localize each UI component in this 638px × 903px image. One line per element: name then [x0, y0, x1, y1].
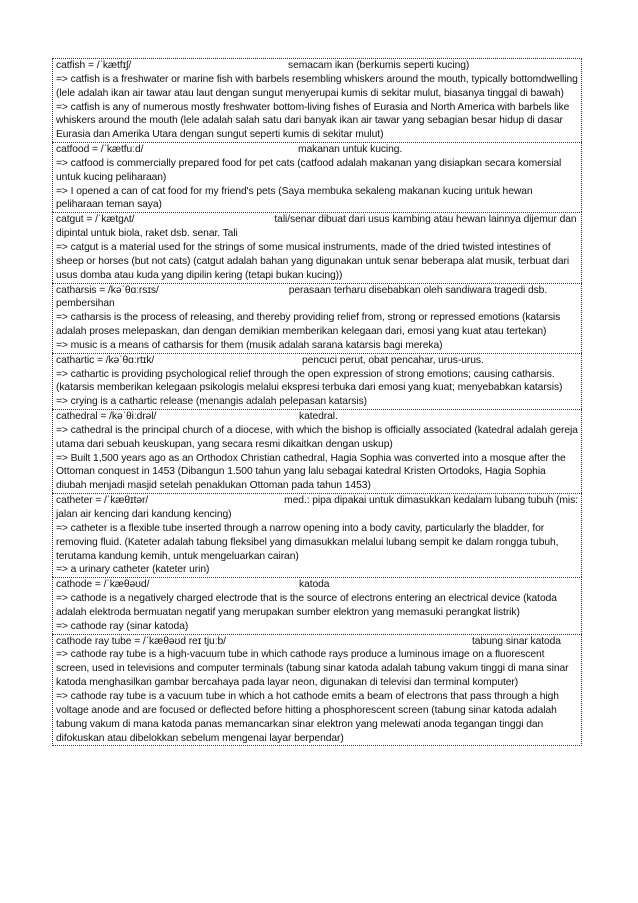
entry-header [56, 494, 578, 522]
entry-cathedral [52, 409, 582, 493]
translation: perasaan terharu disebabkan oleh sandiwara tragedi dsb. pembersihan [56, 284, 548, 310]
headword: catharsis = /kəˈθɑːrsɪs/ [56, 284, 159, 296]
definition-line: => cathode is a negatively charged electrode that is the source of electrons entering an electrical device (katoda adalah elektroda bermuatan negatif yang merupakan sumber elektron yang memasuki perangkat listrik) [56, 593, 557, 618]
headword: cathode = /ˈkæθəʊd/ [56, 579, 150, 591]
entry-cathode-ray-tube [52, 634, 582, 747]
entry-header [56, 354, 578, 368]
definition-line: => catfish is a freshwater or marine fish with barbels resembling whiskers around the mouth, typically bottomdwelling (lele adalah ikan air tawar atau laut dengan sungut menyerupai kumis di sekitar mulut, biasanya tinggal di bawah) [56, 73, 578, 99]
headword: cathartic = /kəˈθɑːrtɪk/ [56, 354, 155, 366]
definition-line: => cathode ray tube is a high-vacuum tube in which cathode rays produce a luminous image on a fluorescent screen, used in televisions and computer terminals (tabung sinar katoda adalah tabung vakum tinggi di mana sinar katoda menghasilkan gambar bercahaya pada layar neon, digunakan di televisi dan terminal komputer) [56, 649, 569, 689]
translation: tabung sinar katoda [472, 635, 561, 647]
entry-catharsis [52, 283, 582, 353]
entry-header [56, 59, 578, 73]
headword: catfish = /ˈkætfɪʃ/ [56, 60, 132, 71]
translation: med.: pipa dipakai untuk dimasukkan kedalam lubang tubuh (mis: jalan air kencing dari kandung kencing) [56, 495, 578, 520]
entry-catgut [52, 212, 582, 282]
definition-line: => cathartic is providing psychological relief through the open expression of strong emotions; causing catharsis. (katarsis memberikan kelegaan psikologis melalui ekspresi terbuka dari emosi yang kuat; menyebabkan katarsis) [56, 368, 563, 394]
headword: catgut = /ˈkætgʌt/ [56, 214, 135, 226]
translation: semacam ikan (berkumis seperti kucing) [288, 60, 470, 71]
definition-line: => catharsis is the process of releasing, and thereby providing relief from, strong or repressed emotions (katarsis adalah proses melepaskan, dan dengan demikian memberikan kelegaan dari, emosi yang kuat atau tertekan) [56, 312, 561, 338]
headword: cathedral = /kəˈθiːdrəl/ [56, 411, 157, 423]
translation: pencuci perut, obat pencahar, urus-urus. [302, 354, 484, 366]
entry-header [56, 578, 578, 592]
entry-header [56, 143, 578, 157]
translation: katoda [299, 579, 330, 591]
entry-catheter [52, 493, 582, 577]
entry-header [56, 410, 578, 424]
entry-header [56, 284, 578, 312]
definition-line: => catgut is a material used for the strings of some musical instruments, made of the dried twisted intestines of sheep or horses (but not cats) (catgut adalah bahan yang digunakan untuk senar beberapa alat musik, terbuat dari usus domba atau kuda yang dipilin kering (tetapi bukan kucing)) [56, 241, 570, 281]
dictionary-page [52, 58, 582, 746]
entry-catfish [52, 58, 582, 142]
definition-line: => cathode ray (sinar katoda) [56, 620, 189, 632]
translation: makanan untuk kucing. [298, 144, 403, 156]
definition-line: => a urinary catheter (kateter urin) [56, 564, 210, 576]
entry-header [56, 213, 578, 241]
headword: catfood = /ˈkætfuːd/ [56, 144, 144, 156]
entry-header [56, 635, 578, 649]
translation: tali/senar dibuat dari usus kambing atau hewan lainnya dijemur dan dipintal untuk biola, raket dsb. senar. Tali [56, 214, 577, 240]
definition-line: => I opened a can of cat food for my friend's pets (Saya membuka sekaleng makanan kucing untuk hewan peliharaan teman saya) [56, 185, 533, 211]
definition-line: => music is a means of catharsis for them (musik adalah sarana katarsis bagi mereka) [56, 339, 443, 351]
headword: cathode ray tube = /ˈkæθəʊd reɪ tjuːb/ [56, 635, 226, 647]
definition-line: => catheter is a flexible tube inserted through a narrow opening into a body cavity, particularly the bladder, for removing fluid. (Kateter adalah tabung fleksibel yang dimasukkan melalui lubang sempit ke dalam rongga tubuh, terutama kandung kemih, untuk mengeluarkan cairan) [56, 522, 559, 562]
definition-line: => catfood is commercially prepared food for pet cats (catfood adalah makanan yang disiapkan secara komersial untuk kucing peliharaan) [56, 157, 562, 183]
entry-catfood [52, 142, 582, 212]
headword: catheter = /ˈkæθɪtər/ [56, 495, 149, 507]
entry-cathode [52, 577, 582, 633]
definition-line: => cathedral is the principal church of a diocese, with which the bishop is officially associated (katedral adalah gereja utama dari sebuah keuskupan, yang secara resmi dikaitkan dengan uskup) [56, 424, 578, 450]
definition-line: => Built 1,500 years ago as an Orthodox Christian cathedral, Hagia Sophia was converted into a mosque after the Ottoman conquest in 1453 (Dibangun 1.500 tahun yang lalu sebagai katedral Kristen Ortodoks, Hagia Sophia diubah menjadi masjid setelah penaklukan Ottoman pada tahun 1453) [56, 452, 566, 492]
definition-line: => catfish is any of numerous mostly freshwater bottom-living fishes of Eurasia and North America with barbels like whiskers around the mouth (lele adalah salah satu dari banyak ikan air tawar yang sebagian besar hidup di dasar Eurasia dan Amerika Utara dengan sungut seperti kumis di sekitar mulut) [56, 101, 570, 141]
definition-line: => cathode ray tube is a vacuum tube in which a hot cathode emits a beam of electrons that pass through a high voltage anode and are focused or deflected before hitting a phosphorescent screen (tabung sinar katoda adalah tabung vakum di mana katoda panas memancarkan sinar elektron yang melewati anoda tegangan tinggi dan difokuskan atau dibelokkan sebelum mengenai layar berpendar) [56, 690, 559, 744]
entry-cathartic [52, 353, 582, 409]
definition-line: => crying is a cathartic release (menangis adalah pelepasan katarsis) [56, 396, 367, 408]
translation: katedral. [299, 411, 338, 423]
